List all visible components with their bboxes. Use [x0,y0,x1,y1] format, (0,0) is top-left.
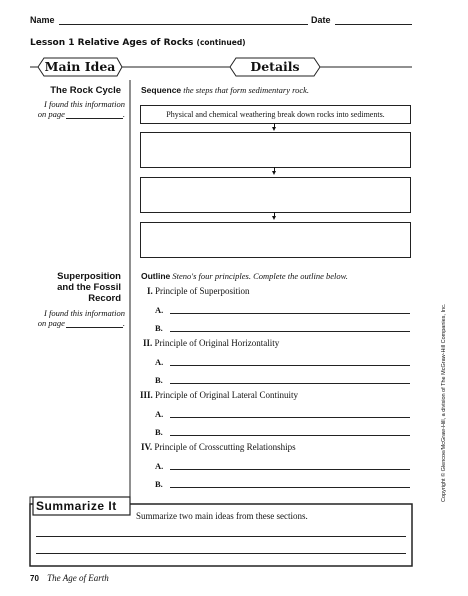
principle-3-numeral: III. [140,390,153,400]
summarize-line-2[interactable] [36,553,406,554]
page-number: 70 [30,574,39,583]
page-footer [30,573,109,583]
outline-text: Steno's four principles. Complete the outline below. [172,271,348,281]
principle-4-b-label: B. [155,479,163,489]
principle-4-label: Principle of Crosscutting Relationships [154,442,296,452]
summarize-title: Summarize It [36,499,117,513]
found-info-on-page: on page [37,318,65,328]
superposition-heading-line2: and the Fossil [57,282,121,293]
principle-1-a-label: A. [155,305,164,315]
principle-1-label: Principle of Superposition [155,286,250,296]
principle-2-label: Principle of Original Horizontality [154,338,280,348]
period: . [122,318,125,328]
name-label: Name [30,15,55,25]
superposition-heading-line1: Superposition [57,271,121,282]
found-info-on-page: on page [37,109,65,119]
principle-3-b-label: B. [155,427,163,437]
principle-2-a-label: A. [155,357,164,367]
lesson-title-text: Lesson 1 Relative Ages of Rocks [30,38,194,48]
found-info-line1: I found this information [44,308,125,318]
rock-cycle-heading: The Rock Cycle [50,85,121,96]
main-idea-banner: Main Idea [44,59,116,74]
principle-4-a-label: A. [155,461,164,471]
sequence-box-1: Physical and chemical weathering break down rocks into sediments. [140,105,411,124]
principle-4-numeral: IV. [141,442,153,452]
sequence-text: the steps that form sedimentary rock. [183,85,310,95]
principle-1-b-label: B. [155,323,163,333]
principle-3-a-label: A. [155,409,164,419]
period: . [122,109,125,119]
outline-label: Outline [141,271,171,281]
copyright-notice: Copyright © Glencoe/McGraw-Hill, a division of The McGraw-Hill Companies, Inc. [441,303,447,502]
summarize-instruction: Summarize two main ideas from these sections. [136,511,308,521]
book-title: The Age of Earth [47,573,109,583]
principle-3-label: Principle of Original Lateral Continuity [155,390,298,400]
found-info-line1: I found this information [44,99,125,109]
details-banner: Details [250,59,300,74]
lesson-continued: (continued) [196,38,246,47]
summarize-line-1[interactable] [36,536,406,537]
sequence-label: Sequence [141,85,182,95]
superposition-heading-line3: Record [88,293,121,304]
principle-1-numeral: I. [147,286,153,296]
principle-2-numeral: II. [143,338,153,348]
date-label: Date [311,15,331,25]
principle-2-b-label: B. [155,375,163,385]
